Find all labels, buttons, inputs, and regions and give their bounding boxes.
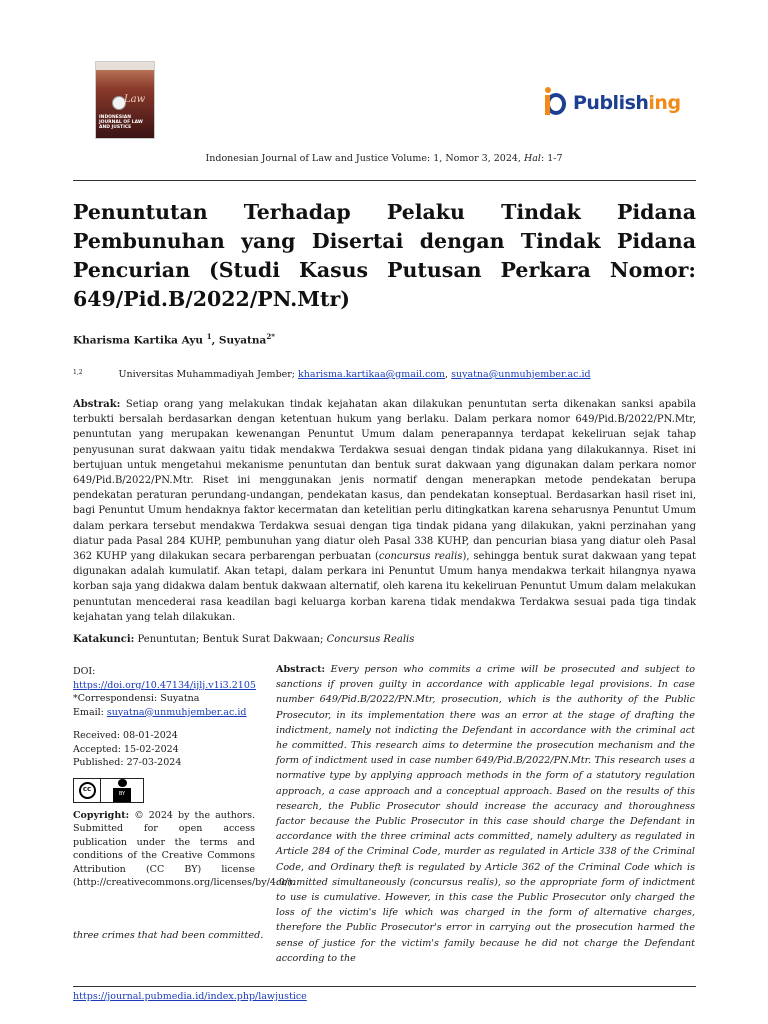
published-date: Published: 27-03-2024 [73, 757, 182, 768]
abstract-english-tail: three crimes that had been committed. [73, 930, 264, 941]
article-title: Penuntutan Terhadap Pelaku Tindak Pidana Pembunuhan yang Disertai dengan Tindak Pidana Pencurian (Studi Kasus Putusan Perkara Nomor: 649/Pid.B/2022/PN.Mtr) [73, 200, 696, 311]
attribution-icon [118, 779, 127, 788]
cover-title: INDONESIAN JOURNAL OF LAW AND JUSTICE [99, 115, 143, 130]
correspondent-email-link[interactable]: suyatna@unmuhjember.ac.id [106, 706, 247, 718]
article-info-sidebar: DOI: https://doi.org/10.47134/ijlj.v1i3.2105 *Correspondensi: Suyatna Email: suyatna@unmuhjember.ac.id Received: 08-01-2024 Accepted: 15-02-2024 Published: 27-03-2024 cc BY Copyright: © 2024 by the authors. Submitted for open access publication under the terms and conditions of the Creative Commons Attribution (CC BY) license (http://creativecommons.org/licenses/by/4.0/). [73, 666, 295, 888]
journal-cover-image: Law INDONESIAN JOURNAL OF LAW AND JUSTICE [96, 62, 154, 138]
cc-icon: cc [79, 782, 96, 799]
abstract-indonesian: Abstrak: Setiap orang yang melakukan tindak kejahatan akan dilakukan penuntutan serta dikenakan sanksi apabila terbukti bersalah berdasarkan dengan ketentuan hukum yang berlaku. Dalam perkara nomor 649/Pid.B/2022/PN.Mtr, penuntutan yang merupakan kewenangan Penuntut Umum dalam penerapannya terdapat kekeliruan sejak tahap penyusunan surat dakwaan yaitu tidak mendakwa Terdakwa sesuai dengan tindak pidana yang dilakukannya. Riset ini bertujuan untuk mengetahui mekanisme penuntutan dan bentuk surat dakwaan yang digunakan dalam perkara nomor 649/Pid.B/2022/PN.Mtr. Riset ini menggunakan jenis normatif dengan menerapkan metode pendekatan berupa pendekatan peraturan perundang-undangan, pendekatan kasus, dan pendekatan konseptual. Berdasarkan hasil riset ini, bagi Penuntut Umum hendaknya faktor kecermatan dan ketelitian perlu ditingkatkan karena seharusnya Penuntut Umum dalam perkara tersebut mendakwa Terdakwa sesuai dengan tiga tindak pidana yang dilakukan, yakni perzinahan yang diatur pada Pasal 284 KUHP, pembunuhan yang diatur oleh Pasal 338 KUHP, dan pencurian biasa yang diatur oleh Pasal 362 KUHP yang dilakukan secara perbarengan perbuatan (concursus realis), sehingga bentuk surat dakwaan yang tepat digunakan adalah kumulatif. Akan tetapi, dalam perkara ini Penuntut Umum hanya mendakwa terkait hilangnya nyawa korban saja yang didakwa dalam bentuk dakwaan alternatif, oleh karena itu kekeliruan Penuntut Umum dalam melakukan penuntutan mencederai rasa keadilan bagi keluarga korban karena tidak mendakwa Terdakwa sesuai pada tiga tindak kejahatan yang telah dilakukan. [73, 399, 696, 623]
journal-url-link[interactable]: https://journal.pubmedia.id/index.php/lawjustice [73, 991, 307, 1002]
publishing-logo [543, 86, 681, 120]
doi-label: DOI: [73, 666, 96, 677]
abstract-english: Abstract: Every person who commits a crime will be prosecuted and subject to sanctions if proven guilty in accordance with applicable legal provisions. In case number 649/Pid.B/2022/PN.Mtr, prosecution, which is the authority of the Public Prosecutor, in its implementation there was an error at the stage of drafting the indictment, namely not indicting the Defendant in accordance with the criminal act he committed. This research aims to determine the prosecution mechanism and the form of indictment used in case number 649/Pid.B/2022/PN.Mtr. This research uses a normative type by applying approach methods in the form of a statutory regulation approach, a case approach and a conceptual approach. Based on the results of this research, the Public Prosecutor should increase the accuracy and thoroughness factor because the Public Prosecutor in this case should charge the Defendant in accordance with the three criminal acts committed, namely adultery as regulated in Article 284 of the Criminal Code, murder as regulated in Article 338 of the Criminal Code, and Ordinary theft is regulated by Article 362 of the Criminal Code which is committed simultaneously (concursus realis), so the appropriate form of indictment to use is cumulative. However, in this case the Public Prosecutor only charged the loss of the victim's life which was charged in the form of alternative charges, therefore the Public Prosecutor's error in carrying out the prosecution harmed the sense of justice for the victim's family because he did not charge the Defendant according to the [276, 664, 695, 964]
logo-text-accent: ing [648, 92, 681, 114]
doi-link[interactable]: https://doi.org/10.47134/ijlj.v1i3.2105 [73, 679, 256, 691]
publishing-logo-icon [543, 87, 573, 119]
accepted-date: Accepted: 15-02-2024 [73, 743, 179, 755]
correspondent: *Correspondensi: Suyatna [73, 693, 200, 704]
author-email-link-2[interactable]: suyatna@unmuhjember.ac.id [451, 369, 591, 380]
received-date: Received: 08-01-2024 [73, 730, 178, 741]
logo-text-primary: Publish [573, 92, 649, 114]
abstract-en-label: Abstract: [276, 664, 326, 675]
author-email-link-1[interactable]: kharisma.kartikaa@gmail.com [298, 369, 446, 380]
footer-divider [73, 986, 696, 987]
affiliation: $^{1,2}$ Universitas Muhammadiyah Jember; kharisma.kartikaa@gmail.com, suyatna@unmuhjember.ac.id [73, 369, 591, 380]
running-head: Indonesian Journal of Law and Justice Volume: 1, Nomor 3, 2024, Hal: 1-7 [205, 153, 563, 164]
keywords: Katakunci: Penuntutan; Bentuk Surat Dakwaan; Concursus Realis [73, 634, 415, 645]
cc-by-license-badge[interactable]: cc BY [73, 778, 144, 803]
abstract-id-label: Abstrak: [73, 399, 121, 410]
author-list: Kharisma Kartika Ayu $^1$, Suyatna$^{2*}$ [73, 332, 275, 347]
copyright-notice: Copyright: © 2024 by the authors. Submitted for open access publication under the terms and conditions of the Creative Commons Attribution (CC BY) license (http://creativecommons.org/licenses/by/4.0/). [73, 809, 295, 888]
header-divider [73, 180, 696, 181]
